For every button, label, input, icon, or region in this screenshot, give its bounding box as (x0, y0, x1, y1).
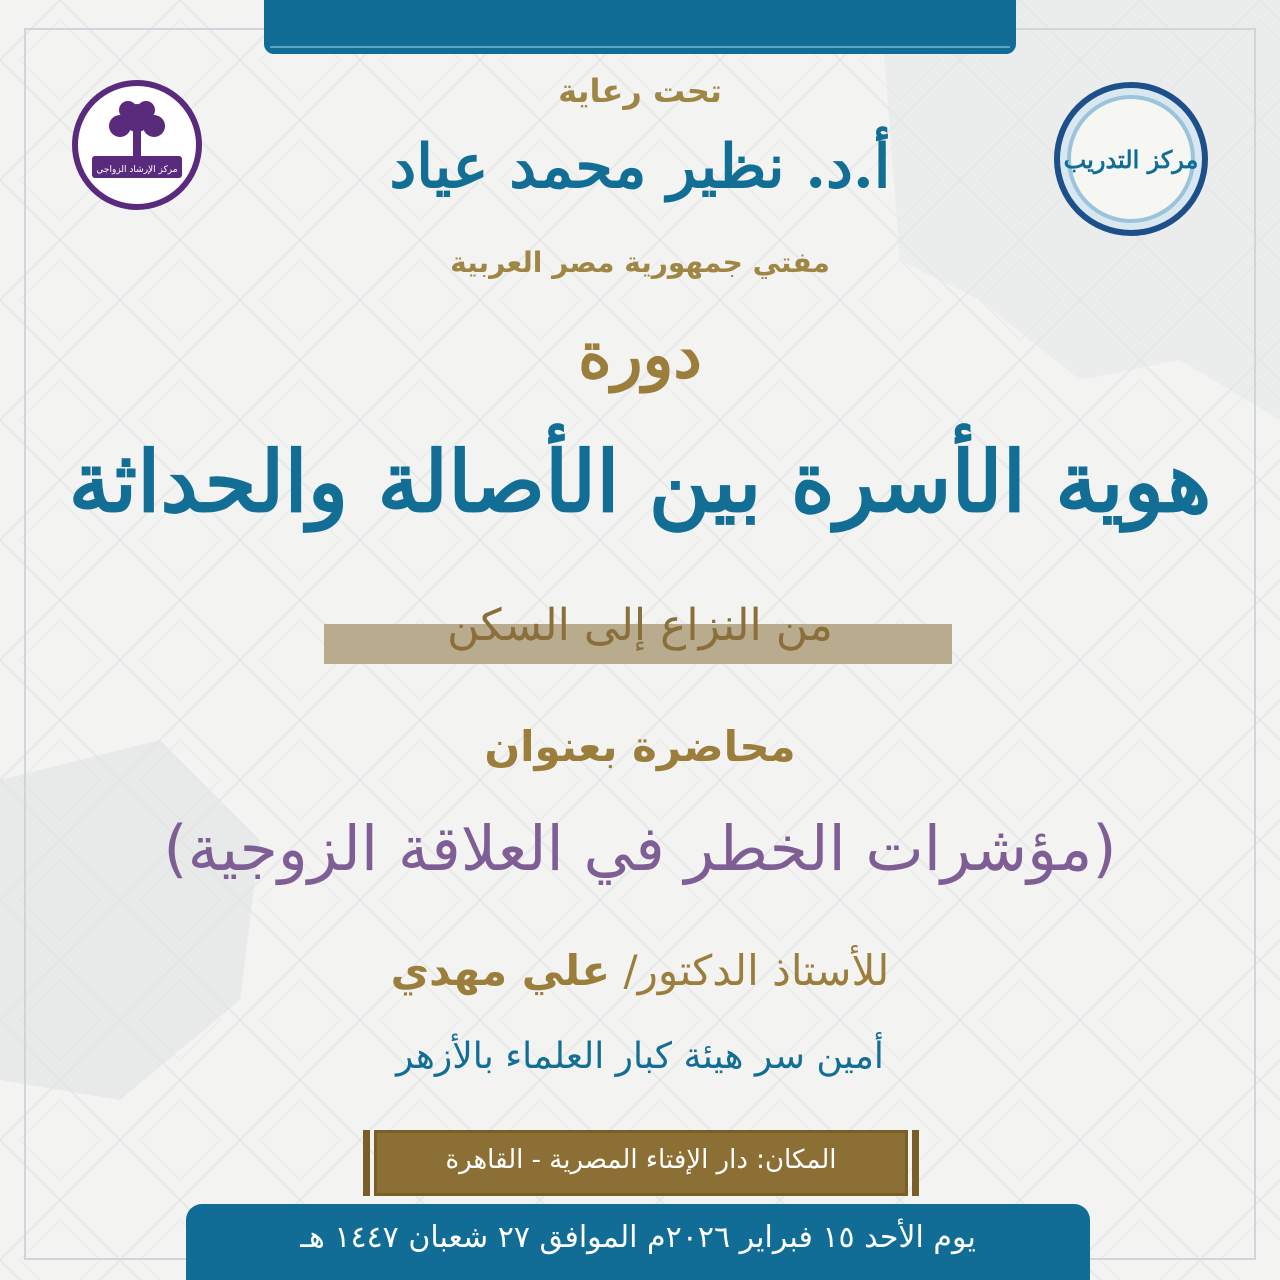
course-label: دورة (578, 318, 702, 393)
speaker-line (0, 946, 1280, 995)
speaker-name: علي مهدي (390, 946, 611, 995)
date-text: يوم الأحد ١٥ فبراير ٢٠٢٦م الموافق ٢٧ شعبان ١٤٤٧ هـ (300, 1220, 976, 1255)
venue-text: المكان: دار الإفتاء المصرية - القاهرة (445, 1145, 837, 1175)
lecture-title: (مؤشرات الخطر في العلاقة الزوجية) (163, 812, 1117, 885)
lecture-label: محاضرة بعنوان (484, 722, 796, 771)
top-bar (264, 0, 1016, 54)
speaker-prefix: للأستاذ الدكتور/ (623, 946, 890, 995)
speaker-role: أمين سر هيئة كبار العلماء بالأزهر (396, 1036, 884, 1077)
course-subtitle: من النزاع إلى السكن (447, 600, 833, 651)
course-title: هوية الأسرة بين الأصالة والحداثة (68, 432, 1212, 531)
left-logo-text: مركز الإرشاد الزواجي (96, 165, 178, 175)
date-box (186, 1204, 1090, 1280)
right-logo-text: مركز التدريب (1063, 145, 1199, 174)
patron-title: مفتي جمهورية مصر العربية (450, 246, 830, 279)
patron-label: تحت رعاية (558, 72, 722, 110)
venue-box (374, 1130, 908, 1196)
patron-name: أ.د. نظير محمد عياد (389, 132, 891, 202)
